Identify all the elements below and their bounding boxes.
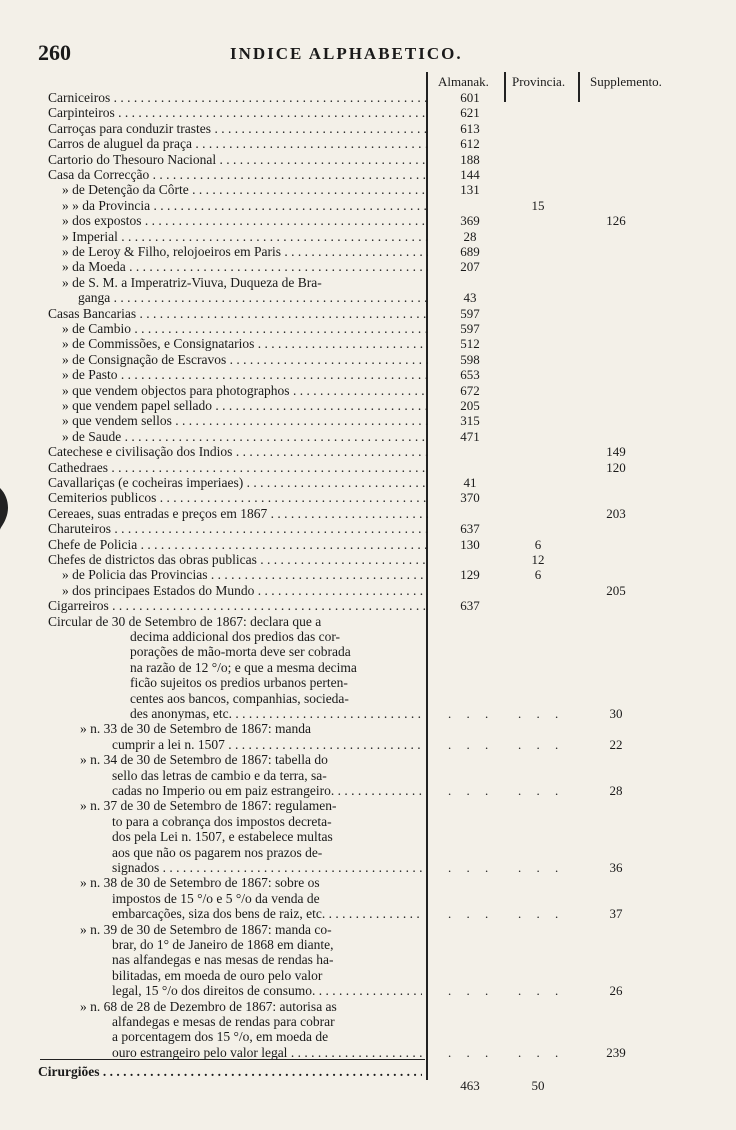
circular-line <box>0 721 700 736</box>
index-row <box>0 121 700 136</box>
empty-leader: . . . <box>448 860 495 875</box>
circular-line <box>0 952 700 967</box>
index-row <box>0 321 700 336</box>
index-row <box>0 367 700 382</box>
circular-line <box>0 845 700 860</box>
circular-line <box>0 875 700 890</box>
entry-label: » » da Provincia . . . <box>62 198 428 213</box>
empty-leader: . . . <box>518 983 565 999</box>
column-header-provincia: Provincia. <box>512 74 566 89</box>
entry-label: » de Saude . . . <box>62 429 428 444</box>
circular-line <box>0 1029 700 1044</box>
binding-mark-icon <box>0 488 10 530</box>
index-row <box>0 383 700 398</box>
almanak-value: 207 <box>460 259 480 275</box>
circular-line <box>0 1014 700 1029</box>
index-row <box>0 398 700 413</box>
empty-leader: . . . <box>518 906 565 922</box>
almanak-value: 41 <box>463 475 477 490</box>
index-row <box>0 244 700 259</box>
index-row <box>0 444 700 459</box>
supplemento-value: 120 <box>606 459 626 475</box>
circular-line <box>0 999 700 1014</box>
almanak-value: 131 <box>460 182 480 198</box>
circular-line <box>0 922 700 937</box>
index-row <box>0 105 700 120</box>
almanak-value: 512 <box>460 336 480 352</box>
circular-text: bilitadas, em moeda de ouro pelo valor <box>112 967 323 983</box>
circular-line <box>0 937 700 952</box>
almanak-value: 598 <box>460 351 480 367</box>
circular-line <box>0 983 700 998</box>
almanak-value: 144 <box>460 167 480 182</box>
circular-line <box>0 798 700 813</box>
circular-line <box>0 829 700 844</box>
circular-line <box>0 968 700 983</box>
circular-text: ficão sujeitos os predios urbanos perten- <box>130 675 348 691</box>
supplemento-value: 37 <box>609 906 623 922</box>
circular-text: dos pela Lei n. 1507, e estabelece multas <box>112 829 333 845</box>
circular-line <box>0 814 700 829</box>
entry-label: Cartorio do Thesouro Nacional . . . <box>48 152 428 167</box>
almanak-value: 689 <box>460 244 480 259</box>
index-row <box>0 229 700 244</box>
index-row <box>0 182 700 197</box>
almanak-value: 43 <box>463 290 477 306</box>
circular-line <box>0 768 700 783</box>
provincia-value: 6 <box>534 536 542 552</box>
index-row <box>0 213 700 228</box>
circular-line <box>0 737 700 752</box>
supplemento-value: 30 <box>609 706 623 721</box>
circular-text: to para a cobrança dos impostos decreta- <box>112 813 332 829</box>
index-row <box>0 136 700 151</box>
entry-label: » de Cambio . . . <box>62 321 428 336</box>
index-row <box>0 152 700 167</box>
almanak-value: 653 <box>460 367 480 383</box>
circular-line <box>0 906 700 921</box>
almanak-value: 369 <box>460 213 480 229</box>
entry-label: Carros de aluguel da praça . . . <box>48 136 428 151</box>
circular-text: porações de mão-morta deve ser cobrada <box>130 644 351 660</box>
entry-label: » de Pasto . . . <box>62 367 428 382</box>
empty-leader: . . . <box>448 983 495 999</box>
circular-line <box>0 660 700 675</box>
almanak-value: 188 <box>460 151 480 167</box>
almanak-value: 463 <box>460 1078 480 1094</box>
almanak-value: 471 <box>460 428 480 444</box>
index-row <box>0 90 700 105</box>
circular-text: alfandegas e mesas de rendas para cobrar <box>112 1014 335 1029</box>
entry-label: » Imperial . . . <box>62 229 428 244</box>
supplemento-value: 26 <box>609 983 623 999</box>
index-row <box>0 429 700 444</box>
circular-text: impostos de 15 °/o e 5 °/o da venda de <box>112 890 320 906</box>
circular-line <box>0 644 700 659</box>
index-row <box>0 460 700 475</box>
circular-text: aos que não os pagarem nos prazos de- <box>112 844 323 860</box>
entry-label: Cigarreiros . . . <box>48 598 428 613</box>
circular-line <box>0 860 700 875</box>
circular-text: ouro estrangeiro pelo valor legal . . . <box>112 1045 422 1060</box>
index-row <box>0 336 700 351</box>
almanak-value: 637 <box>460 598 480 614</box>
entry-label: Casas Bancarias . . . <box>48 306 428 321</box>
entry-label: » dos expostos . . . <box>62 213 428 228</box>
empty-leader: . . . <box>448 736 495 752</box>
provincia-value: 12 <box>531 552 545 567</box>
index-row <box>0 167 700 182</box>
index-row <box>0 567 700 582</box>
supplemento-value: 239 <box>606 1044 626 1060</box>
circular-text: brar, do 1° de Janeiro de 1868 em diante, <box>112 937 334 952</box>
supplemento-value: 36 <box>609 860 623 875</box>
circular-line <box>0 783 700 798</box>
circular-text: » n. 34 de 30 de Setembro de 1867: tabella do <box>80 752 328 768</box>
column-header-almanak: Almanak. <box>438 74 489 89</box>
entry-label: » dos principaes Estados do Mundo . . . <box>62 583 428 598</box>
index-row <box>0 275 700 290</box>
circular-line <box>0 675 700 690</box>
empty-leader: . . . <box>448 906 495 922</box>
almanak-value: 672 <box>460 382 480 398</box>
entry-label: Carniceiros . . . <box>48 90 428 105</box>
index-row <box>0 583 700 598</box>
entry-label: » que vendem sellos . . . <box>62 413 428 428</box>
almanak-value: 28 <box>463 228 477 244</box>
entry-label: Charuteiros . . . <box>48 521 428 536</box>
entry-label: Chefes de districtos das obras publicas . . . <box>48 552 428 567</box>
entry-label: Cirurgiões . . . <box>38 1064 422 1079</box>
circular-text: nas alfandegas e nas mesas de rendas ha- <box>112 952 334 968</box>
almanak-value: 597 <box>460 305 480 321</box>
empty-leader: . . . <box>518 736 565 752</box>
circular-text: Circular de 30 de Setembro de 1867: declara que a <box>48 613 322 629</box>
empty-leader: . . . <box>518 706 565 721</box>
entry-label: Cathedraes . . . <box>48 460 428 475</box>
almanak-value: 205 <box>460 398 480 413</box>
entry-label: Cemiterios publicos . . . <box>48 490 428 505</box>
almanak-value: 601 <box>460 90 480 105</box>
circular-text: centes aos bancos, companhias, socieda- <box>130 690 349 706</box>
circular-text: » n. 37 de 30 de Setembro de 1867: regulamen- <box>80 798 337 814</box>
entry-label: » de Commissões, e Consignatarios . . . <box>62 336 428 351</box>
almanak-value: 130 <box>460 536 480 552</box>
circular-text: » n. 33 de 30 de Setembro de 1867: manda <box>80 721 311 737</box>
circular-line <box>0 614 700 629</box>
circular-line <box>0 706 700 721</box>
circular-text: embarcações, siza dos bens de raiz, etc. . . . <box>112 906 422 921</box>
circular-text: des anonymas, etc. . . . <box>130 706 422 721</box>
index-row <box>0 413 700 428</box>
circular-line <box>0 691 700 706</box>
circular-text: » n. 39 de 30 de Setembro de 1867: manda co- <box>80 921 332 937</box>
circular-text: » n. 68 de 28 de Dezembro de 1867: autorisa as <box>80 998 337 1014</box>
almanak-value: 637 <box>460 521 480 537</box>
index-row <box>0 290 700 305</box>
entry-label: » de Leroy & Filho, relojoeiros em Paris . . . <box>62 244 428 259</box>
circular-text: legal, 15 °/o dos direitos de consumo. . . . <box>112 983 422 998</box>
provincia-value: 15 <box>531 197 545 213</box>
index-row <box>0 306 700 321</box>
entry-label: Carpinteiros . . . <box>48 105 428 120</box>
entry-label: » de Detenção da Côrte . . . <box>62 182 428 197</box>
index-row <box>0 198 700 213</box>
empty-leader: . . . <box>518 783 565 798</box>
circular-text: cadas no Imperio ou em paiz estrangeiro. . . . <box>112 783 422 798</box>
entry-label: Cavallariças (e cocheiras imperiaes) . . . <box>48 475 428 490</box>
provincia-value: 6 <box>534 567 542 583</box>
empty-leader: . . . <box>518 860 565 875</box>
entry-label: Cereaes, suas entradas e preços em 1867 . . . <box>48 506 428 521</box>
supplemento-value: 203 <box>606 505 626 521</box>
index-row <box>0 506 700 521</box>
empty-leader: . . . <box>448 783 495 798</box>
entry-label: Catechese e civilisação dos Indios . . . <box>48 444 428 459</box>
empty-leader: . . . <box>518 1044 565 1060</box>
almanak-value: 315 <box>460 413 480 429</box>
almanak-value: 597 <box>460 321 480 336</box>
bottom-rule <box>40 1059 425 1060</box>
column-header-supplemento: Supplemento. <box>590 74 662 89</box>
page-title: INDICE ALPHABETICO. <box>230 44 463 63</box>
entry-label: » de Consignação de Escravos . . . <box>62 352 428 367</box>
index-row <box>0 1064 700 1094</box>
empty-leader: . . . <box>448 706 495 721</box>
almanak-value: 370 <box>460 490 480 506</box>
entry-label: Carroças para conduzir trastes . . . <box>48 121 428 136</box>
entry-label: Chefe de Policia . . . <box>48 537 428 552</box>
provincia-value: 50 <box>531 1078 545 1094</box>
circular-text: signados . . . <box>112 860 422 875</box>
circular-text: » n. 38 de 30 de Setembro de 1867: sobre os <box>80 875 320 891</box>
almanak-value: 612 <box>460 136 480 152</box>
entry-label: » de Policia das Provincias . . . <box>62 567 428 582</box>
circular-text: sello das letras de cambio e da terra, sa- <box>112 767 327 783</box>
circular-line <box>0 891 700 906</box>
circular-text: na razão de 12 °/o; e que a mesma decima <box>130 659 357 675</box>
index-row <box>0 598 700 613</box>
entry-label: ganga . . . <box>78 290 428 305</box>
supplemento-value: 22 <box>609 736 623 752</box>
almanak-value: 129 <box>460 567 480 583</box>
page-number: 260 <box>38 40 71 65</box>
circular-text: cumprir a lei n. 1507 . . . <box>112 737 422 752</box>
empty-leader: . . . <box>448 1044 495 1060</box>
supplemento-value: 126 <box>606 213 626 229</box>
index-row <box>0 537 700 552</box>
circular-line <box>0 629 700 644</box>
index-row <box>0 490 700 505</box>
supplemento-value: 28 <box>609 783 623 798</box>
supplemento-value: 205 <box>606 582 626 598</box>
almanak-value: 621 <box>460 105 480 121</box>
entry-label: Casa da Correcção . . . <box>48 167 428 182</box>
supplemento-value: 149 <box>606 444 626 460</box>
index-row <box>0 521 700 536</box>
entry-label: » que vendem objectos para photographos . . . <box>62 383 428 398</box>
index-row <box>0 259 700 274</box>
entry-label: » que vendem papel sellado . . . <box>62 398 428 413</box>
circular-text: decima addicional dos predios das cor- <box>130 629 341 644</box>
circular-line <box>0 752 700 767</box>
index-row <box>0 552 700 567</box>
almanak-value: 613 <box>460 120 480 136</box>
entry-label: » da Moeda . . . <box>62 259 428 274</box>
circular-text: a porcentagem dos 15 °/o, em moeda de <box>112 1029 329 1045</box>
index-row <box>0 475 700 490</box>
circular-line <box>0 1045 700 1060</box>
entry-label: » de S. M. a Imperatriz-Viuva, Duqueza de Bra- <box>62 274 322 290</box>
index-row <box>0 352 700 367</box>
